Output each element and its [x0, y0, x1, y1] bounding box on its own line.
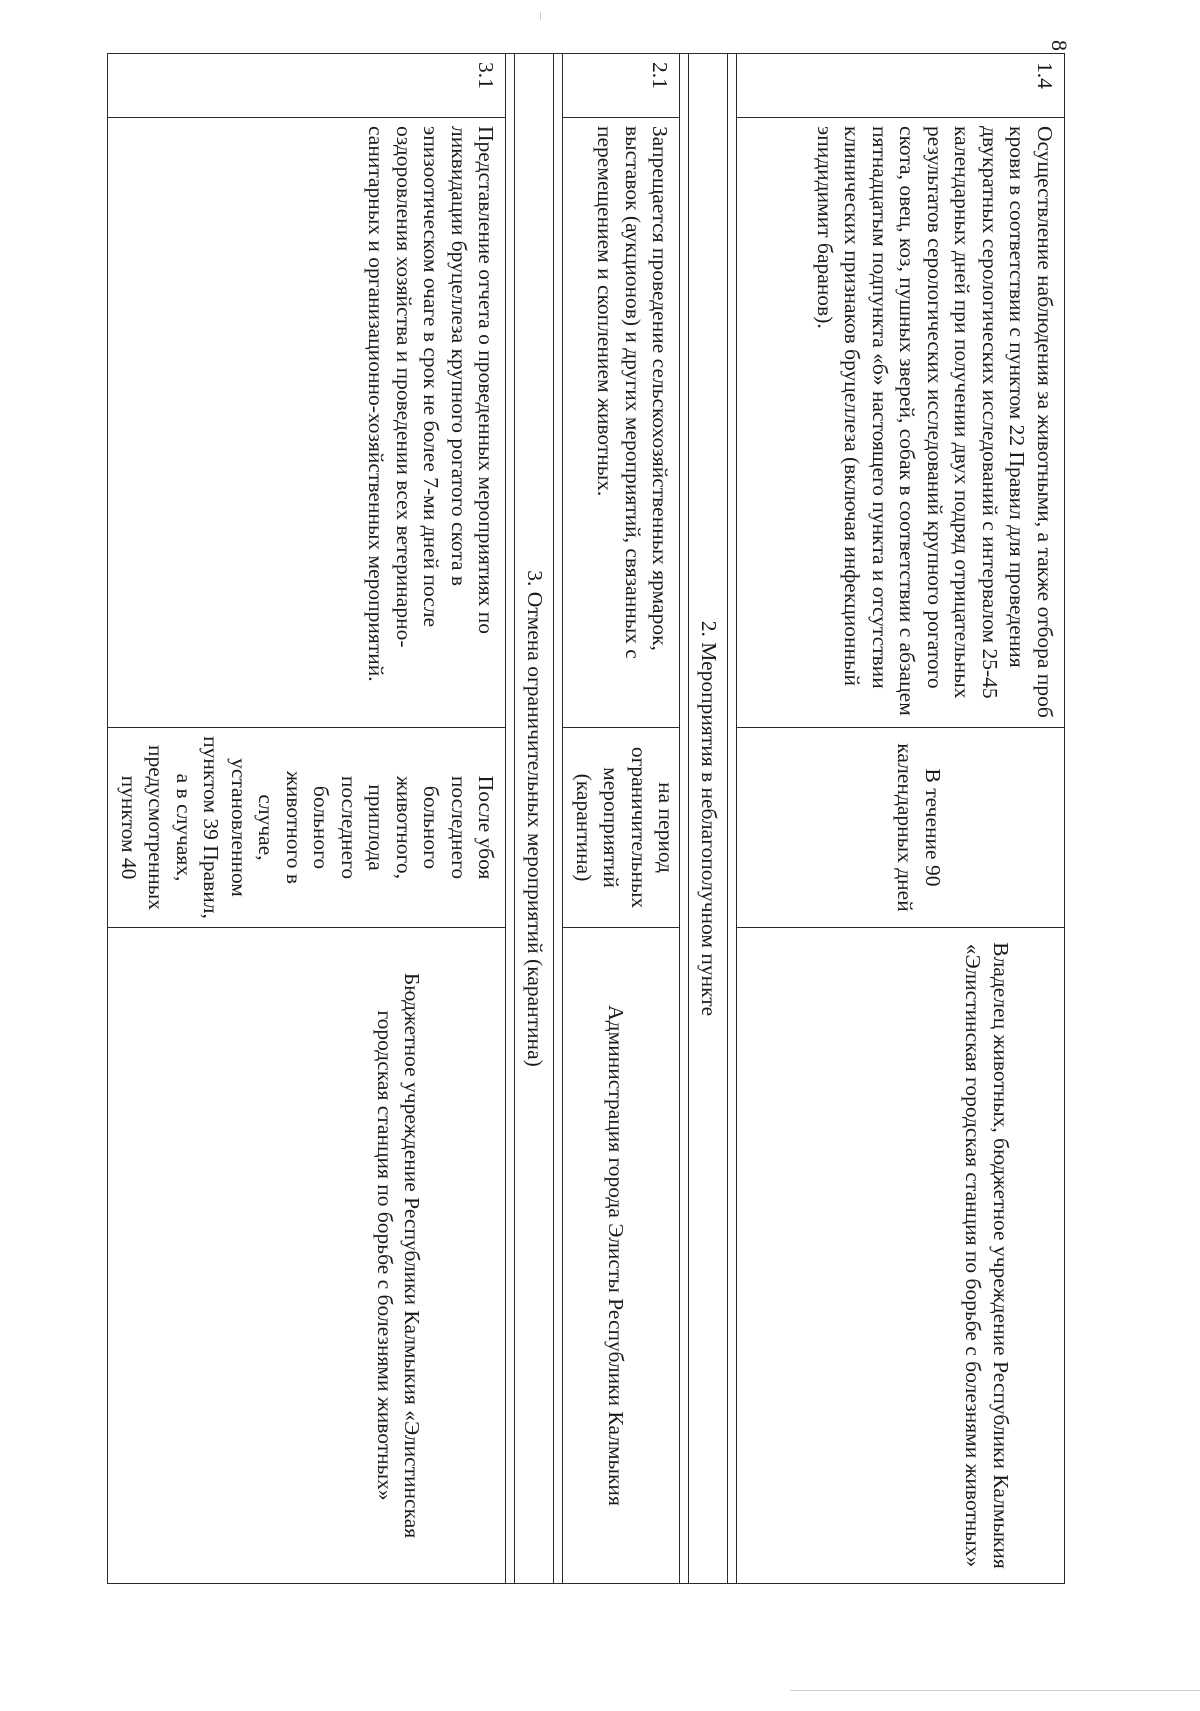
responsible-text: Администрация города Элисты Республики Калмыкия — [563, 928, 680, 1584]
responsible-text: Бюджетное учреждение Республики Калмыкия «Элистинская городская станция по борьбе с болезнями животных» — [108, 928, 506, 1584]
section-row — [689, 54, 728, 1584]
table-spacer-row — [506, 54, 515, 1584]
table-spacer-row — [728, 54, 737, 1584]
table-row — [563, 54, 680, 1584]
scan-artifact — [790, 1690, 1200, 1691]
row-number: 1.4 — [737, 54, 1065, 118]
scan-artifact — [540, 12, 541, 20]
document-table-page — [115, 53, 1065, 1583]
row-number: 2.1 — [563, 54, 680, 118]
term-text: После убоя последнего больного животного, приплода последнего больного животного в случае, установленном пунктом 39 Правил, а в случаях, предусмотренных пунктом 40 — [108, 728, 506, 928]
section-row — [515, 54, 554, 1584]
row-number: 3.1 — [108, 54, 506, 118]
table-row — [108, 54, 506, 1584]
responsible-text: Владелец животных, бюджетное учреждение Республики Калмыкия «Элистинская городская станция по борьбе с болезнями животных» — [737, 928, 1065, 1584]
section-title: 3. Отмена ограничительных мероприятий (карантина) — [515, 54, 554, 1584]
measure-text: Осуществление наблюдения за животными, а также отбора проб крови в соответствии с пунктом 22 Правил для проведения двукратных серологических исследований с интервалом 25-45 календарных дней при получении двух подряд отрицательных результатов серологических исследований крупного рогатого скота, овец, коз, пушных зверей, собак в соответствии с абзацем пятнадцатым подпункта «б» настоящего пункта и отсутствии клинических признаков бруцеллеза (включая инфекционный эпидидимит баранов). — [737, 118, 1065, 728]
measures-table — [107, 53, 1065, 1584]
page-number: 8 — [1047, 40, 1072, 51]
measure-text: Запрещается проведение сельскохозяйственных ярмарок, выставок (аукционов) и других мероприятий, связанных с перемещением и скоплением животных. — [563, 118, 680, 728]
measure-text: Представление отчета о проведенных мероприятиях по ликвидации бруцеллеза крупного рогатого скота в эпизоотическом очаге в срок не более 7-ми дней после оздоровления хозяйства и проведении всех ветеринарно-санитарных и организационно-хозяйственных мероприятий. — [108, 118, 506, 728]
table-spacer-row — [680, 54, 689, 1584]
term-text: В течение 90 календарных дней — [737, 728, 1065, 928]
term-text: на период ограничительных мероприятий (карантина) — [563, 728, 680, 928]
table-row — [737, 54, 1065, 1584]
section-title: 2. Мероприятия в неблагополучном пункте — [689, 54, 728, 1584]
table-spacer-row — [554, 54, 563, 1584]
